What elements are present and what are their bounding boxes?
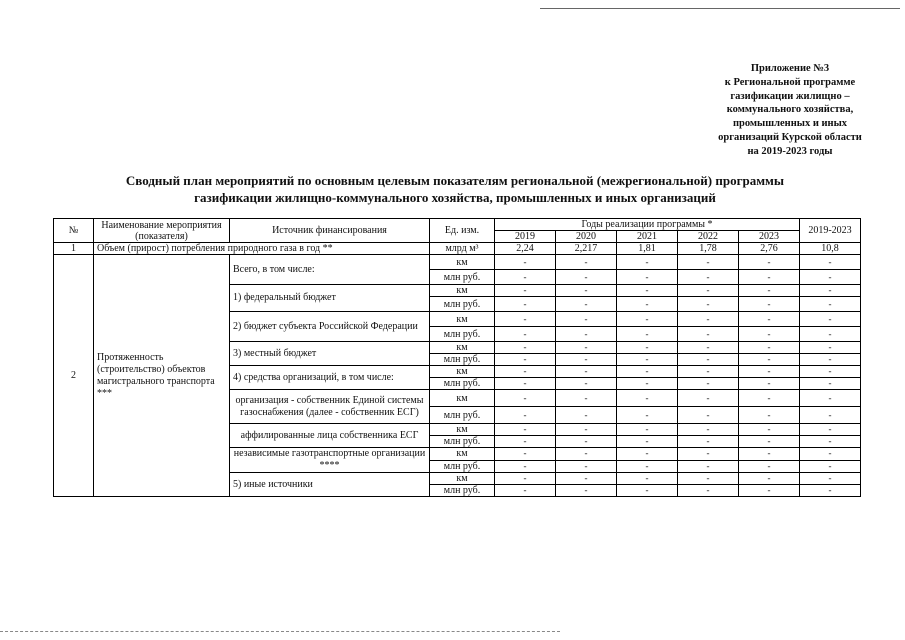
unit-cell: км [430,448,495,461]
value-cell: - [617,485,678,497]
row1-value: 1,81 [617,243,678,255]
unit-cell: км [430,255,495,270]
unit-cell: млн руб. [430,297,495,312]
unit-cell: млн руб. [430,378,495,390]
value-cell: - [739,485,800,497]
value-cell: - [617,448,678,461]
value-cell: - [495,407,556,424]
source-cell: 3) местный бюджет [230,342,430,366]
value-cell: - [617,473,678,485]
title-line-2: газификации жилищно-коммунального хозяйства, промышленных и иных организаций [194,190,716,205]
header-total: 2019-2023 [800,219,861,243]
source-cell: 4) средства организаций, в том числе: [230,366,430,390]
value-cell: - [739,448,800,461]
header-years-group: Годы реализации программы * [495,219,800,231]
value-cell: - [678,342,739,354]
unit-cell: км [430,342,495,354]
value-cell: - [617,342,678,354]
value-cell: - [739,255,800,270]
value-cell: - [617,312,678,327]
source-cell: 5) иные источники [230,473,430,497]
total-cell: - [800,448,861,461]
total-cell: - [800,297,861,312]
value-cell: - [495,285,556,297]
row1-value: 2,24 [495,243,556,255]
value-cell: - [556,366,617,378]
value-cell: - [739,366,800,378]
value-cell: - [678,473,739,485]
total-cell: - [800,312,861,327]
unit-cell: млн руб. [430,270,495,285]
value-cell: - [739,424,800,436]
unit-cell: км [430,390,495,407]
summary-table [53,218,861,497]
value-cell: - [556,448,617,461]
value-cell: - [739,378,800,390]
value-cell: - [739,390,800,407]
value-cell: - [556,424,617,436]
value-cell: - [678,327,739,342]
value-cell: - [556,297,617,312]
value-cell: - [495,270,556,285]
value-cell: - [617,270,678,285]
value-cell: - [739,473,800,485]
value-cell: - [617,354,678,366]
unit-cell: млн руб. [430,460,495,473]
value-cell: - [556,460,617,473]
value-cell: - [739,354,800,366]
value-cell: - [678,378,739,390]
total-cell: - [800,424,861,436]
value-cell: - [556,485,617,497]
value-cell: - [556,255,617,270]
value-cell: - [739,407,800,424]
value-cell: - [678,407,739,424]
value-cell: - [495,473,556,485]
value-cell: - [495,485,556,497]
row1-value: 1,78 [678,243,739,255]
value-cell: - [495,460,556,473]
source-cell: организация - собственник Единой системы газоснабжения (далее - собственник ЕСГ) [230,390,430,424]
value-cell: - [678,312,739,327]
header-year: 2023 [739,231,800,243]
appendix-line: коммунального хозяйства, [726,104,854,116]
value-cell: - [556,312,617,327]
value-cell: - [678,354,739,366]
value-cell: - [739,312,800,327]
value-cell: - [617,297,678,312]
appendix-line: организаций Курской области [718,131,862,143]
header-name: Наименование мероприятия (показателя) [94,219,230,243]
value-cell: - [495,448,556,461]
value-cell: - [556,285,617,297]
value-cell: - [556,436,617,448]
value-cell: - [739,436,800,448]
value-cell: - [556,473,617,485]
header-year: 2022 [678,231,739,243]
unit-cell: км [430,424,495,436]
appendix-block [690,62,890,159]
value-cell: - [617,285,678,297]
value-cell: - [617,407,678,424]
row1-value: 2,76 [739,243,800,255]
value-cell: - [739,460,800,473]
row1-num: 1 [54,243,94,255]
unit-cell: млн руб. [430,327,495,342]
unit-cell: млн руб. [430,407,495,424]
total-cell: - [800,354,861,366]
total-cell: - [800,485,861,497]
value-cell: - [495,378,556,390]
value-cell: - [556,378,617,390]
source-cell: Всего, в том числе: [230,255,430,285]
value-cell: - [495,424,556,436]
unit-cell: км [430,312,495,327]
document-title [60,172,850,206]
total-cell: - [800,378,861,390]
appendix-line: на 2019-2023 годы [747,145,833,157]
value-cell: - [678,460,739,473]
value-cell: - [678,270,739,285]
total-cell: - [800,270,861,285]
value-cell: - [495,255,556,270]
value-cell: - [556,327,617,342]
row1-name: Объем (прирост) потребления природного газа в год ** [94,243,430,255]
header-source: Источник финансирования [230,219,430,243]
value-cell: - [739,342,800,354]
row1-unit: млрд м³ [430,243,495,255]
value-cell: - [617,390,678,407]
appendix-line: Приложение №3 [750,63,830,74]
value-cell: - [495,390,556,407]
header-year: 2019 [495,231,556,243]
value-cell: - [617,424,678,436]
value-cell: - [678,285,739,297]
total-cell: - [800,460,861,473]
value-cell: - [678,390,739,407]
value-cell: - [556,390,617,407]
top-rule [540,8,900,9]
appendix-line: промышленных и иных [732,118,848,130]
appendix-line: газификации жилищно – [730,90,850,102]
unit-cell: км [430,366,495,378]
source-cell: 2) бюджет субъекта Российской Федерации [230,312,430,342]
value-cell: - [678,424,739,436]
unit-cell: км [430,285,495,297]
value-cell: - [678,297,739,312]
header-year: 2021 [617,231,678,243]
value-cell: - [739,270,800,285]
unit-cell: км [430,473,495,485]
unit-cell: млн руб. [430,485,495,497]
total-cell: - [800,436,861,448]
value-cell: - [678,255,739,270]
total-cell: - [800,255,861,270]
value-cell: - [739,297,800,312]
row2-num: 2 [54,255,94,497]
value-cell: - [617,366,678,378]
total-cell: - [800,390,861,407]
header-num: № [54,219,94,243]
total-cell: - [800,366,861,378]
appendix-line: к Региональной программе [724,76,856,88]
value-cell: - [556,354,617,366]
value-cell: - [495,297,556,312]
value-cell: - [495,436,556,448]
value-cell: - [495,342,556,354]
value-cell: - [556,407,617,424]
value-cell: - [739,285,800,297]
value-cell: - [556,270,617,285]
value-cell: - [678,366,739,378]
total-cell: - [800,342,861,354]
value-cell: - [678,485,739,497]
value-cell: - [495,366,556,378]
total-cell: - [800,407,861,424]
value-cell: - [495,354,556,366]
value-cell: - [617,378,678,390]
source-cell: 1) федеральный бюджет [230,285,430,312]
total-cell: - [800,327,861,342]
value-cell: - [678,448,739,461]
source-cell: независимые газотранспортные организации **** [230,448,430,473]
title-line-1: Сводный план мероприятий по основным целевым показателям региональной (межрегиональной) программы [125,173,785,188]
value-cell: - [617,436,678,448]
value-cell: - [678,436,739,448]
value-cell: - [617,327,678,342]
row1-total: 10,8 [800,243,861,255]
source-cell: аффилированные лица собственника ЕСГ [230,424,430,448]
total-cell: - [800,285,861,297]
header-year: 2020 [556,231,617,243]
unit-cell: млн руб. [430,354,495,366]
bottom-rule [0,631,560,632]
value-cell: - [556,342,617,354]
row1-value: 2,217 [556,243,617,255]
value-cell: - [495,327,556,342]
value-cell: - [617,255,678,270]
value-cell: - [495,312,556,327]
row2-name: Протяженность (строительство) объектов магистрального транспорта *** [94,255,230,497]
value-cell: - [617,460,678,473]
value-cell: - [739,327,800,342]
total-cell: - [800,473,861,485]
header-unit: Ед. изм. [430,219,495,243]
unit-cell: млн руб. [430,436,495,448]
